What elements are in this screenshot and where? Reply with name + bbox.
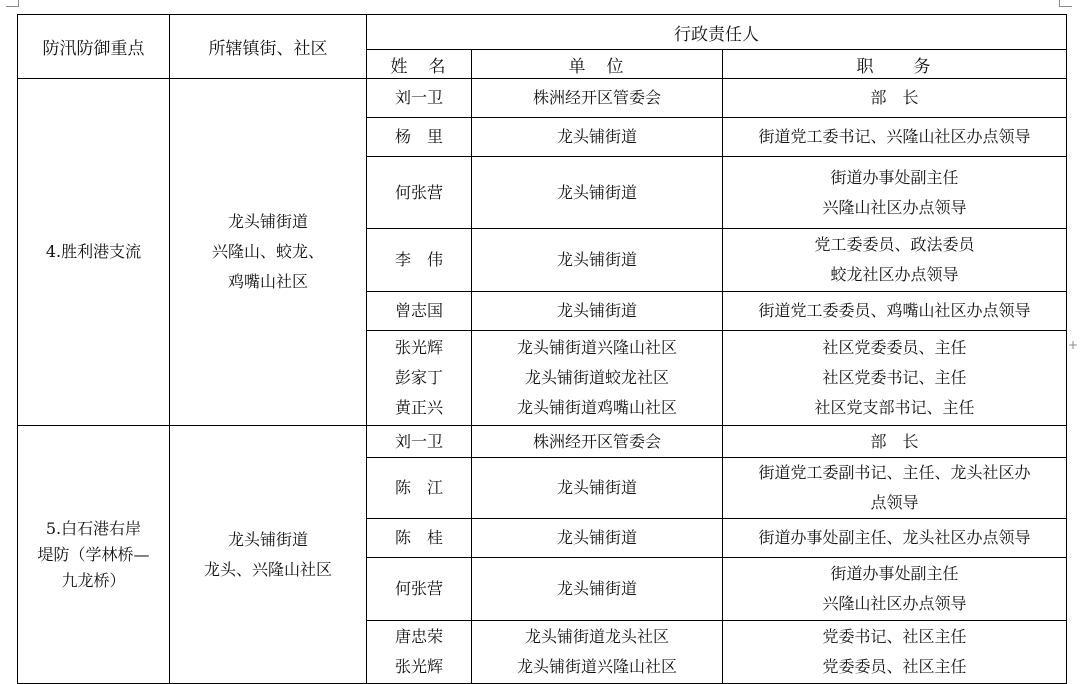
key-point-cell: 5.白石港右岸 堤防（学林桥— 九龙桥） bbox=[18, 426, 170, 684]
position-cell: 街道办事处副主任、龙头社区办点领导 bbox=[723, 519, 1067, 558]
name-cell: 曾志国 bbox=[367, 292, 472, 331]
position-cell: 街道党工委副书记、主任、龙头社区办 点领导 bbox=[723, 458, 1067, 519]
name-cell: 陈 江 bbox=[367, 458, 472, 519]
name-cell: 刘一卫 bbox=[367, 426, 472, 458]
unit-cell: 龙头铺街道 bbox=[472, 458, 723, 519]
unit-cell: 龙头铺街道 bbox=[472, 519, 723, 558]
position-cell: 街道办事处副主任 兴隆山社区办点领导 bbox=[723, 558, 1067, 621]
unit-cell: 株洲经开区管委会 bbox=[472, 426, 723, 458]
position-cell: 党工委委员、政法委员 蛟龙社区办点领导 bbox=[723, 229, 1067, 292]
town-community-cell: 龙头铺街道 兴隆山、蛟龙、 鸡嘴山社区 bbox=[170, 79, 367, 426]
unit-cell: 株洲经开区管委会 bbox=[472, 79, 723, 118]
unit-cell: 龙头铺街道 bbox=[472, 558, 723, 621]
unit-cell: 龙头铺街道 bbox=[472, 157, 723, 229]
name-cell: 何张营 bbox=[367, 558, 472, 621]
key-point-cell: 4.胜利港支流 bbox=[18, 79, 170, 426]
table-row bbox=[18, 426, 1067, 458]
table-row bbox=[18, 79, 1067, 118]
unit-cell: 龙头铺街道兴隆山社区 龙头铺街道蛟龙社区 龙头铺街道鸡嘴山社区 bbox=[472, 331, 723, 426]
name-cell: 李 伟 bbox=[367, 229, 472, 292]
name-cell: 何张营 bbox=[367, 157, 472, 229]
header-position: 职 务 bbox=[723, 50, 1067, 79]
name-cell: 唐忠荣 张光辉 bbox=[367, 621, 472, 684]
page-corner-mark bbox=[1059, 0, 1072, 7]
position-cell: 社区党委委员、主任 社区党委书记、主任 社区党支部书记、主任 bbox=[723, 331, 1067, 426]
position-cell: 部 长 bbox=[723, 79, 1067, 118]
name-cell: 刘一卫 bbox=[367, 79, 472, 118]
header-name: 姓 名 bbox=[367, 50, 472, 79]
position-cell: 街道党工委书记、兴隆山社区办点领导 bbox=[723, 118, 1067, 157]
unit-cell: 龙头铺街道龙头社区 龙头铺街道兴隆山社区 bbox=[472, 621, 723, 684]
position-cell: 部 长 bbox=[723, 426, 1067, 458]
name-cell: 陈 桂 bbox=[367, 519, 472, 558]
town-community-cell: 龙头铺街道 龙头、兴隆山社区 bbox=[170, 426, 367, 684]
header-key-point: 防汛防御重点 bbox=[18, 15, 170, 79]
unit-cell: 龙头铺街道 bbox=[472, 118, 723, 157]
add-icon[interactable]: + bbox=[1067, 338, 1078, 352]
page-corner-mark bbox=[6, 0, 19, 7]
unit-cell: 龙头铺街道 bbox=[472, 229, 723, 292]
responsibility-table bbox=[17, 14, 1067, 684]
unit-cell: 龙头铺街道 bbox=[472, 292, 723, 331]
header-unit: 单 位 bbox=[472, 50, 723, 79]
name-cell: 杨 里 bbox=[367, 118, 472, 157]
header-responsible: 行政责任人 bbox=[367, 15, 1067, 50]
position-cell: 街道党工委委员、鸡嘴山社区办点领导 bbox=[723, 292, 1067, 331]
header-town-community: 所辖镇街、社区 bbox=[170, 15, 367, 79]
position-cell: 街道办事处副主任 兴隆山社区办点领导 bbox=[723, 157, 1067, 229]
name-cell: 张光辉 彭家丁 黄正兴 bbox=[367, 331, 472, 426]
position-cell: 党委书记、社区主任 党委委员、社区主任 bbox=[723, 621, 1067, 684]
